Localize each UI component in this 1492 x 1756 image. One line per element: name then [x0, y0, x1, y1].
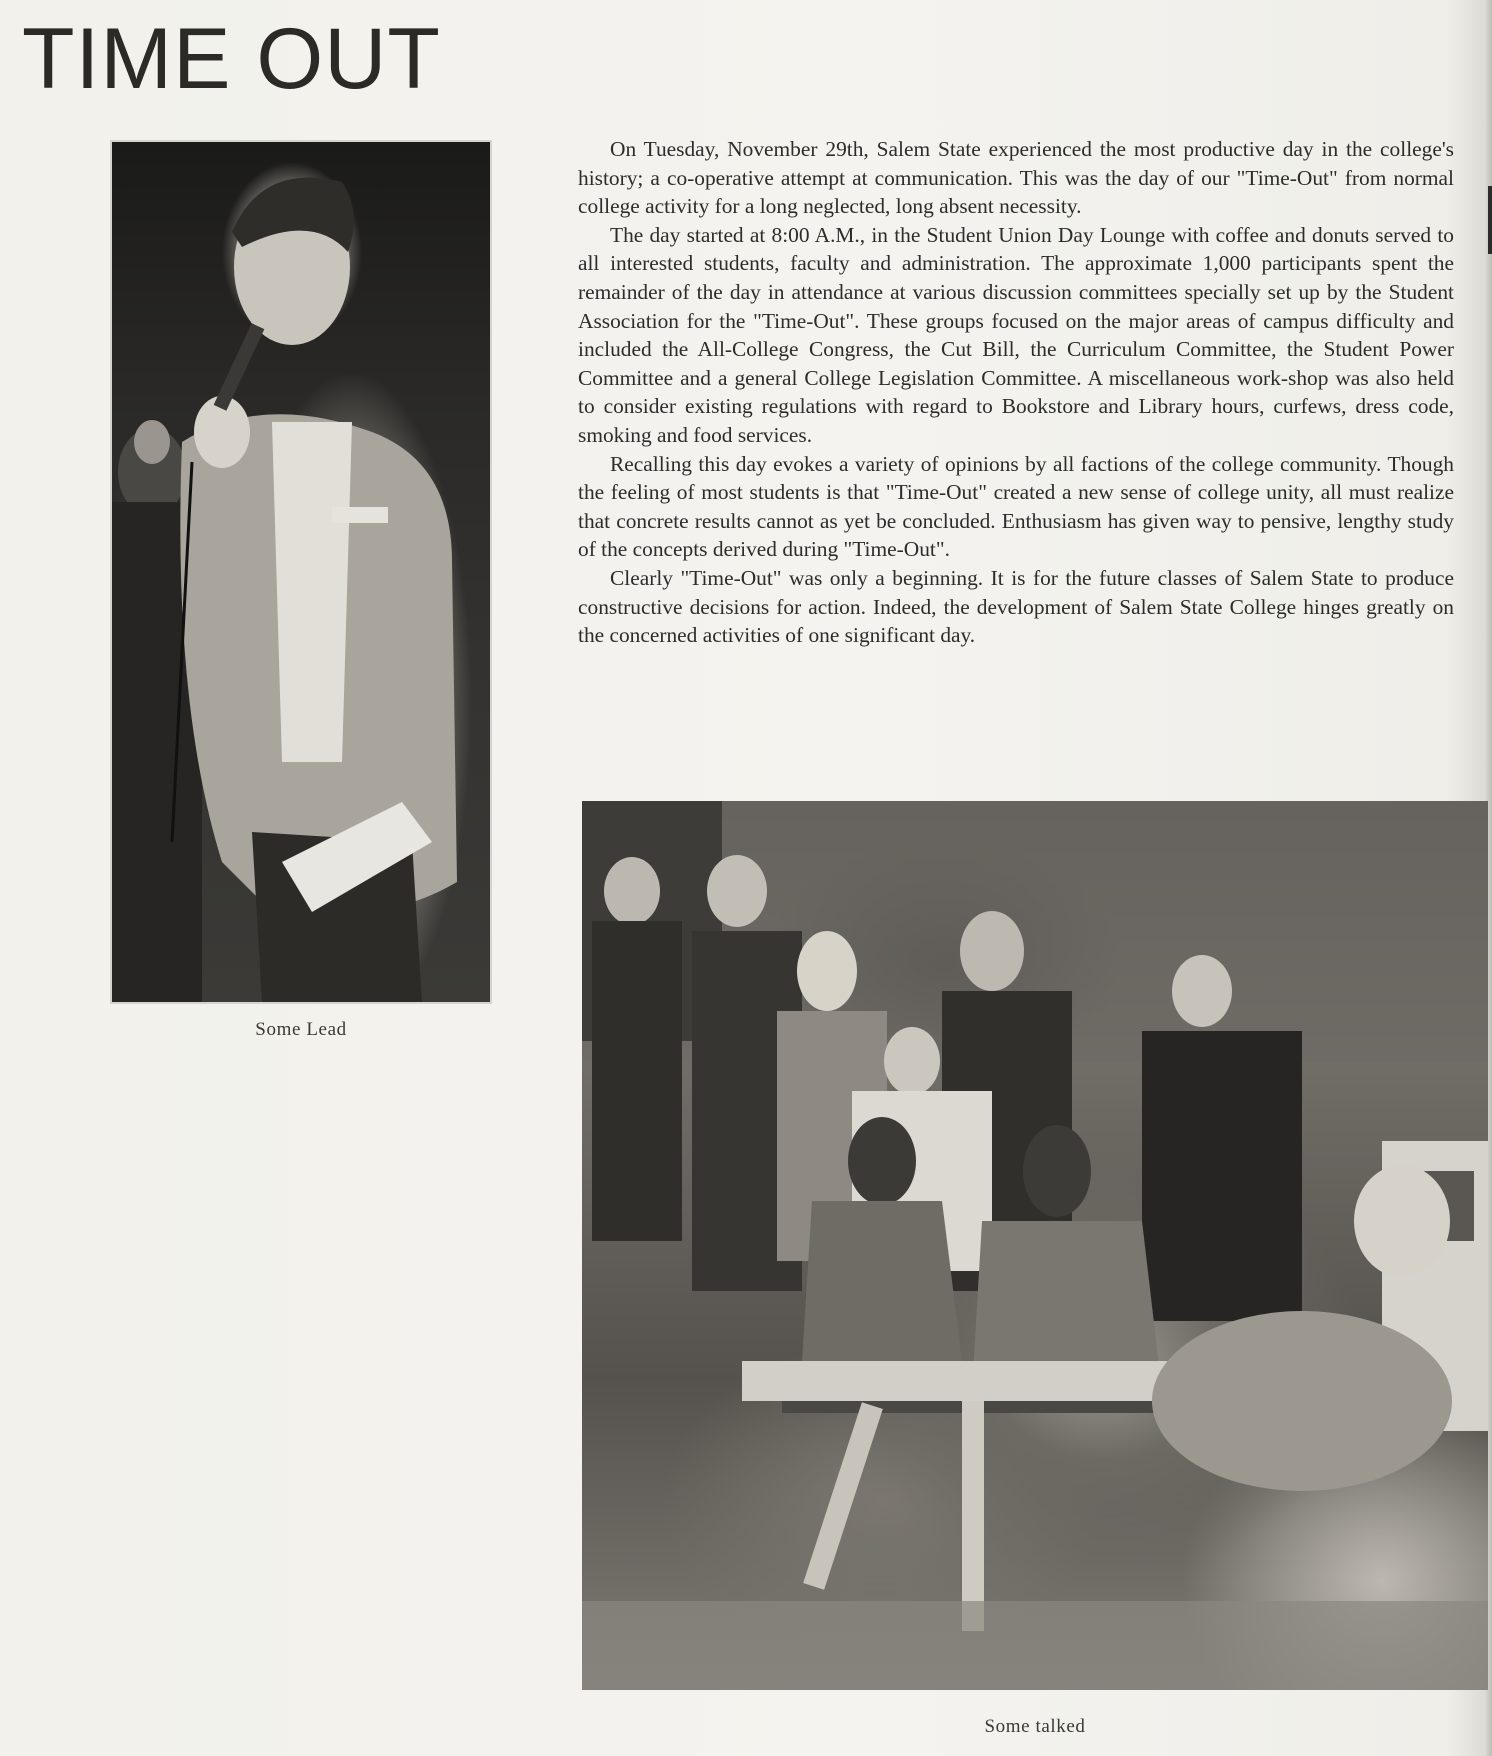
photo-group-discussion — [582, 801, 1488, 1690]
photo-caption-talk: Some talked — [984, 1716, 1086, 1737]
photo-speaker-with-microphone — [110, 140, 492, 1004]
page-edge-mark — [1488, 186, 1492, 254]
photo-group-illustration — [582, 801, 1488, 1690]
photo-speaker-illustration — [112, 142, 490, 1002]
article-paragraph-1: On Tuesday, November 29th, Salem State experienced the most productive day in the college's history; a co-operative attempt at communication. This was the day of our "Time-Out" from normal college activity for a long neglected, long absent necessity. — [578, 137, 1454, 219]
page-title: TIME OUT — [22, 11, 441, 107]
article-paragraph-3: Recalling this day evokes a variety of opinions by all factions of the college community. Though the feeling of most students is that "Time-Out" created a new sense of college unity, all must realize that concrete results cannot as yet be concluded. Enthusiasm has given way to pensive, lengthy study of the concepts derived during "Time-Out". — [578, 451, 1454, 562]
photo-caption-lead: Some Lead — [255, 1019, 347, 1040]
article-paragraph-4: Clearly "Time-Out" was only a beginning. It is for the future classes of Salem State to produce constructive decisions for action. Indeed, the development of Salem State College hinges greatly on the concerned activities of one significant day. — [578, 565, 1454, 648]
article-paragraph-2: The day started at 8:00 A.M., in the Student Union Day Lounge with coffee and donuts served to all interested students, faculty and administration. The approximate 1,000 participants spent the remainder of the day in attendance at various discussion committees specially set up by the Student Association for the "Time-Out". These groups focused on the major areas of campus difficulty and included the All-College Congress, the Cut Bill, the Curriculum Committee, the Student Power Committee and a general College Legislation Committee. A miscellaneous work-shop was also held to consider existing regulations with regard to Bookstore and Library hours, curfews, dress code, smoking and food services. — [578, 222, 1454, 447]
article-body — [578, 135, 1454, 650]
